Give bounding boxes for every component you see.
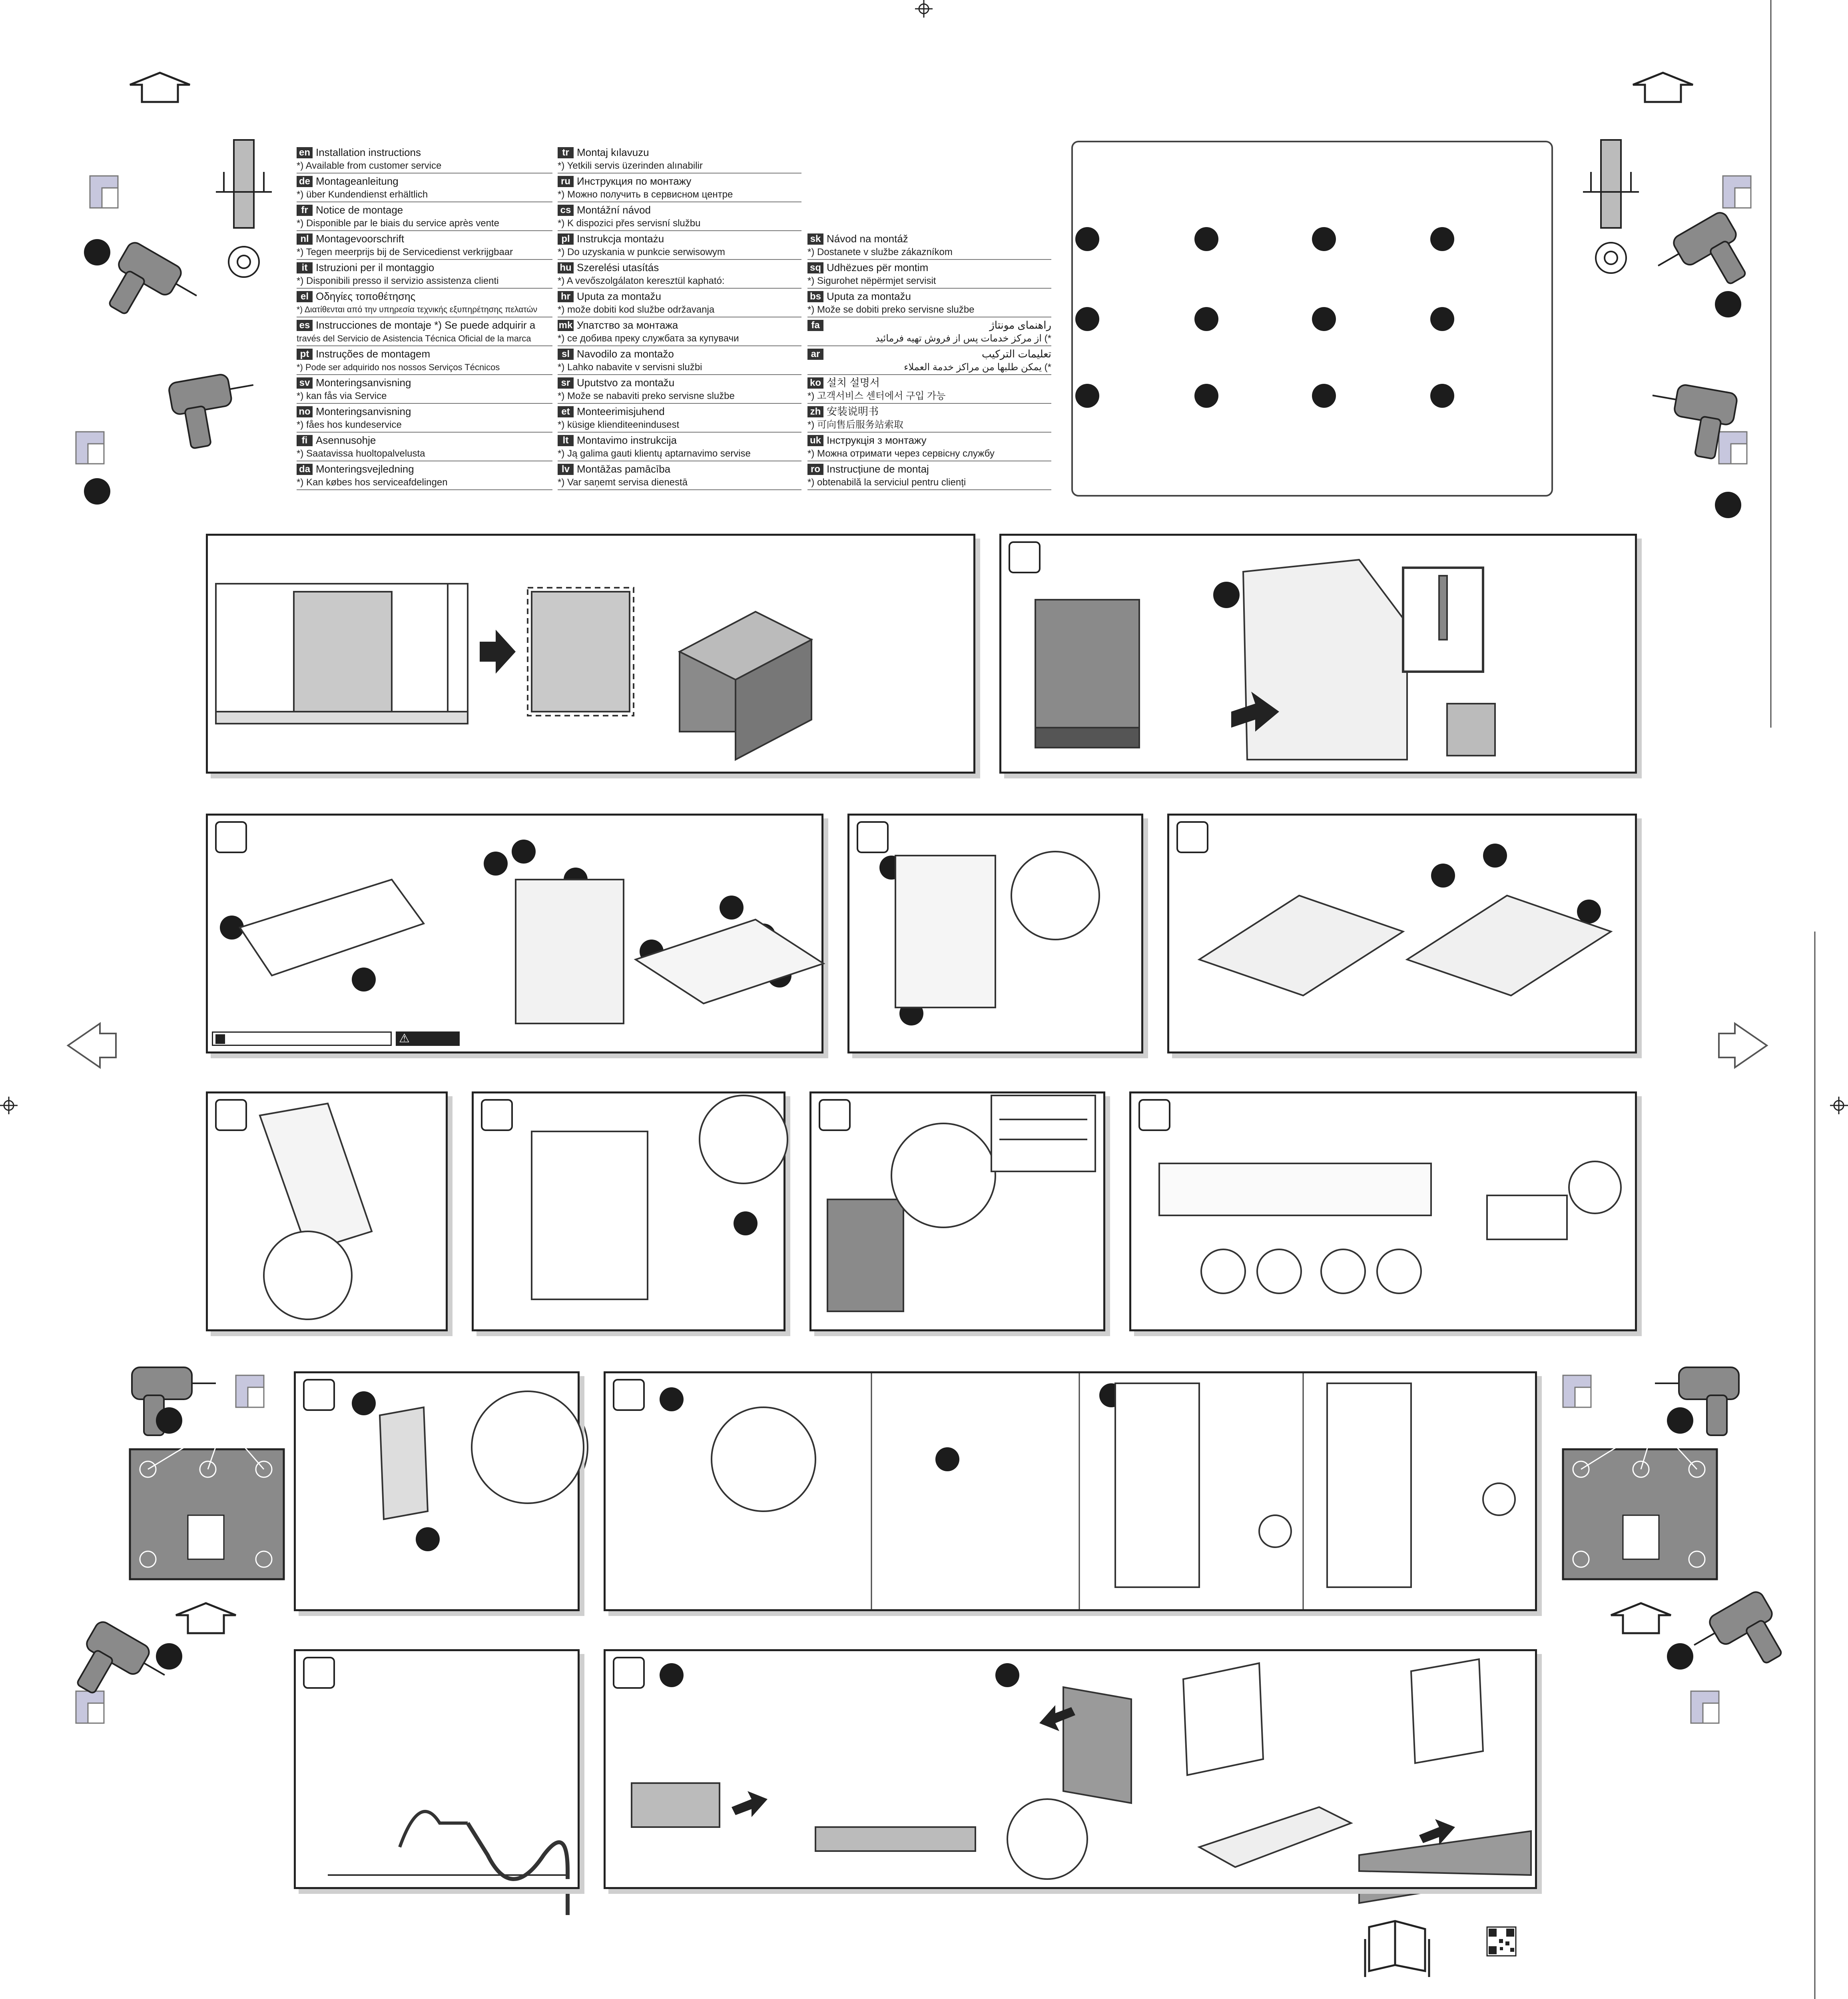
language-note: *) Lahko nabavite v servisni službi [558, 362, 702, 373]
step-bullet [899, 1001, 923, 1025]
language-title: Упатство за монтажа [577, 319, 678, 331]
step-bullet [787, 1435, 811, 1459]
language-note: *) Može se dobiti preko servisne službe [807, 304, 975, 315]
step-bullet [1667, 1643, 1693, 1670]
language-code: pl [558, 233, 574, 245]
language-note: *) Yetkili servis üzerinden alınabilir [558, 160, 703, 171]
language-note: *) Available from customer service [297, 160, 442, 171]
language-code: tr [558, 147, 574, 158]
part-bullet [1430, 307, 1454, 331]
language-title: Asennusohje [316, 434, 376, 446]
language-title: 설치 설명서 [827, 377, 880, 389]
step-number-box [819, 1099, 851, 1131]
weight-legend [212, 1031, 392, 1046]
language-note: *) A vevőszolgálaton keresztül kapható: [558, 275, 725, 286]
language-note: *) Disponibili presso il servizio assistenza clienti [297, 275, 499, 286]
part-bullet [1194, 307, 1218, 331]
step-bullet [1577, 900, 1601, 924]
language-title: Montavimo instrukcija [577, 434, 677, 446]
step-panel-11 [604, 1371, 1537, 1611]
language-row [558, 346, 801, 375]
language-code: zh [807, 406, 823, 417]
language-row [297, 346, 552, 375]
language-title: Monteringsanvisning [316, 377, 411, 389]
step-bullet [1379, 1467, 1403, 1491]
manual-book-icon [1365, 1921, 1429, 1977]
language-code: fa [807, 320, 823, 331]
language-row [297, 289, 552, 317]
language-code: fi [297, 435, 313, 446]
language-row [297, 260, 552, 289]
language-code: bs [807, 291, 823, 302]
language-title: Uputa za montažu [577, 290, 662, 302]
language-title: Monteringsvejledning [316, 463, 414, 475]
step-panel-8 [809, 1091, 1105, 1331]
language-code: da [297, 464, 313, 475]
step-number-box [613, 1379, 645, 1411]
language-note: *) Disponible par le biais du service après vente [297, 218, 499, 229]
step-bullet [220, 916, 244, 940]
language-note: *) Sigurohet nëpërmjet servisit [807, 275, 936, 286]
language-note: *) 可向售后服务站索取 [807, 419, 903, 430]
language-code: ar [807, 349, 823, 360]
step-bullet [484, 852, 508, 876]
step-bullet [1099, 1383, 1123, 1407]
part-bullet [1312, 384, 1336, 408]
language-title: Monteerimisjuhend [577, 405, 665, 417]
language-title: Montageanleitung [316, 175, 399, 187]
language-note: *) küsige klienditeenindusest [558, 419, 680, 430]
language-list-col2 [558, 145, 801, 490]
language-code: ro [807, 464, 823, 475]
step-bullet [768, 964, 791, 988]
part-bullet [1312, 227, 1336, 251]
language-note: *) Saatavissa huoltopalvelusta [297, 448, 425, 459]
language-code: el [297, 291, 313, 302]
language-title: Notice de montage [316, 204, 403, 216]
language-code: sk [807, 233, 823, 245]
language-title: Szerelési utasítás [577, 261, 659, 273]
language-row [297, 317, 552, 346]
language-row [558, 375, 801, 404]
step-bullet [1715, 291, 1741, 317]
step-bullet [84, 239, 110, 265]
step-bullet [935, 1447, 959, 1471]
language-code: en [297, 147, 313, 158]
language-code: sq [807, 262, 823, 273]
step-number-box [857, 821, 889, 853]
language-row [297, 375, 552, 404]
step-bullet [1431, 864, 1455, 888]
step-number-box [215, 821, 247, 853]
language-title: Installation instructions [316, 146, 421, 158]
step-number-box [215, 1099, 247, 1131]
language-note: *) Ją galima gauti klientų aptarnavimo servise [558, 448, 751, 459]
language-code: nl [297, 233, 313, 245]
language-code: hu [558, 262, 574, 273]
step-panel-7 [472, 1091, 785, 1331]
part-bullet [1430, 384, 1454, 408]
step-number-box [613, 1657, 645, 1689]
language-note: *) K dispozici přes servisní službu [558, 218, 701, 229]
language-note: *) Можно получить в сервисном центре [558, 189, 733, 200]
step-number-box [1009, 541, 1041, 573]
step-panel-5 [1167, 814, 1637, 1053]
step-panel-4 [847, 814, 1143, 1053]
language-row [558, 202, 801, 231]
language-note: *) Tegen meerprijs bij de Servicedienst verkrijgbaar [297, 247, 513, 257]
step-panel-12 [294, 1649, 580, 1889]
weight-icon [215, 1034, 225, 1044]
language-code: ru [558, 176, 574, 187]
language-row [297, 231, 552, 260]
language-code: fr [297, 205, 313, 216]
language-note: *) Kan købes hos serviceafdelingen [297, 477, 448, 488]
language-code: mk [558, 320, 574, 331]
language-row [807, 461, 1051, 490]
step-bullet [1304, 642, 1330, 668]
language-title: Istruzioni per il montaggio [316, 261, 435, 273]
language-code: lv [558, 464, 574, 475]
language-code: hr [558, 291, 574, 302]
language-title: Οδηγίες τοποθέτησης [316, 290, 416, 302]
language-row [297, 433, 552, 461]
language-title: Návod na montáž [827, 233, 908, 245]
language-title: Instrukcja montażu [577, 233, 664, 245]
part-bullet [1194, 227, 1218, 251]
language-note: *) Pode ser adquirido nos nossos Serviços Técnicos [297, 362, 500, 372]
language-row [807, 231, 1051, 260]
language-note: *) Može se nabaviti preko servisne službe [558, 391, 735, 401]
language-row [558, 231, 801, 260]
language-note: *) fåes hos kundeservice [297, 419, 402, 430]
language-title: Montāžas pamācība [577, 463, 671, 475]
language-note: *) يمكن طلبها من مراكز خدمة العملاء [904, 362, 1051, 373]
language-title: Uputstvo za montažu [577, 377, 675, 389]
language-row [558, 404, 801, 433]
step-panel-10 [294, 1371, 580, 1611]
step-number-box [481, 1099, 513, 1131]
language-note: *) Do uzyskania w punkcie serwisowym [558, 247, 725, 257]
language-note: *) obtenabilă la serviciul pentru clienți [807, 477, 966, 488]
warning-icon: ⚠ [399, 1032, 410, 1045]
language-row [807, 346, 1051, 375]
language-row [297, 202, 552, 231]
language-title: Instruções de montagem [316, 348, 431, 360]
language-row [297, 461, 552, 490]
step-panel-13 [604, 1649, 1537, 1889]
language-title: Montážní návod [577, 204, 651, 216]
language-title: Montagevoorschrift [316, 233, 405, 245]
language-note: *) Можна отримати через сервісну службу [807, 448, 995, 459]
part-bullet [1075, 227, 1099, 251]
language-title: تعليمات التركيب [982, 348, 1051, 360]
step-bullet [995, 1663, 1019, 1687]
language-row [807, 433, 1051, 461]
language-code: pt [297, 349, 313, 360]
language-row [558, 433, 801, 461]
language-row [807, 375, 1051, 404]
step-bullet [752, 924, 775, 948]
step-bullet [156, 1407, 182, 1434]
step-bullet [352, 968, 376, 992]
language-row [558, 260, 801, 289]
part-bullet [1430, 227, 1454, 251]
step-bullet [564, 868, 588, 892]
language-title: Інструкція з монтажу [827, 434, 927, 446]
language-row [807, 317, 1051, 346]
language-code: sr [558, 377, 574, 389]
step-panel-9 [1129, 1091, 1637, 1331]
language-row [558, 461, 801, 490]
step-bullet [156, 1643, 182, 1670]
language-note: *) از مرکز خدمات پس از فروش تهیه فرمائید [875, 333, 1051, 344]
language-row [807, 289, 1051, 317]
part-bullet [1194, 384, 1218, 408]
step-bullet [879, 856, 903, 880]
language-title: Navodilo za montažo [577, 348, 674, 360]
step-bullet [416, 1527, 440, 1551]
language-title: Instrucțiune de montaj [827, 463, 929, 475]
language-note: *) Var saņemt servisa dienestā [558, 477, 688, 488]
language-row [558, 317, 801, 346]
language-note: *) može dobiti kod službe održavanja [558, 304, 715, 315]
language-code: it [297, 262, 313, 273]
language-note: *) се добива преку службата за купувачи [558, 333, 739, 344]
language-row [807, 404, 1051, 433]
language-code: cs [558, 205, 574, 216]
step-bullet [538, 880, 562, 904]
step-bullet [1483, 844, 1507, 868]
warning-legend [396, 1031, 460, 1046]
step-bullet [512, 840, 536, 864]
language-code: sv [297, 377, 313, 389]
language-title: راهنمای مونتاژ [989, 319, 1051, 331]
language-title: 安装说明书 [827, 405, 879, 417]
language-title: Инструкция по монтажу [577, 175, 692, 187]
language-title: Monteringsanvisning [316, 405, 411, 417]
language-note: *) 고객서비스 센터에서 구입 가능 [807, 391, 946, 401]
step-bullet [720, 896, 744, 920]
language-row [558, 174, 801, 202]
language-code: et [558, 406, 574, 417]
step-bullet [1499, 960, 1523, 984]
language-title: Montaj kılavuzu [577, 146, 649, 158]
language-row [807, 260, 1051, 289]
step-number-box [303, 1657, 335, 1689]
language-list-col1 [297, 145, 552, 490]
step-bullet [1300, 722, 1320, 742]
language-row [297, 404, 552, 433]
language-code: uk [807, 435, 823, 446]
qr-code-icon [1487, 1927, 1516, 1956]
step-bullet [1715, 492, 1741, 518]
language-note: través del Servicio de Asistencia Técnica Oficial de la marca [297, 333, 531, 343]
step-bullet [734, 1211, 758, 1235]
step-bullet [84, 478, 110, 505]
step-number-box [1176, 821, 1208, 853]
language-code: lt [558, 435, 574, 446]
step-number-box [303, 1379, 335, 1411]
step-bullet [640, 940, 664, 964]
part-bullet [1075, 307, 1099, 331]
part-bullet [1312, 307, 1336, 331]
language-title: Udhëzues për montim [827, 261, 929, 273]
language-code: no [297, 406, 313, 417]
language-code: ko [807, 377, 823, 389]
language-row [558, 145, 801, 174]
part-bullet [1075, 384, 1099, 408]
language-row [297, 174, 552, 202]
language-code: sl [558, 349, 574, 360]
language-title: Instrucciones de montaje *) Se puede adquirir a [316, 319, 536, 331]
step-bullet [1213, 582, 1240, 608]
step-bullet [1667, 1407, 1693, 1434]
language-note: *) Διατίθενται από την υπηρεσία τεχνικής εξυπηρέτησης πελατών [297, 305, 538, 314]
language-note: *) über Kundendienst erhältlich [297, 189, 428, 200]
step-bullet [660, 1387, 684, 1411]
step-bullet [660, 1663, 684, 1687]
language-row [558, 289, 801, 317]
step-number-box [1138, 1099, 1170, 1131]
language-note: *) kan fås via Service [297, 391, 387, 401]
step-panel-6 [206, 1091, 448, 1331]
step-panel-1 [206, 534, 975, 774]
language-code: de [297, 176, 313, 187]
language-code: es [297, 320, 313, 331]
step-bullet [1139, 1467, 1163, 1491]
step-bullet [352, 1391, 376, 1415]
language-note: *) Dostanete v službe zákazníkom [807, 247, 953, 257]
language-list-col3 [807, 231, 1051, 490]
language-row [297, 145, 552, 174]
language-title: Uputa za montažu [827, 290, 911, 302]
